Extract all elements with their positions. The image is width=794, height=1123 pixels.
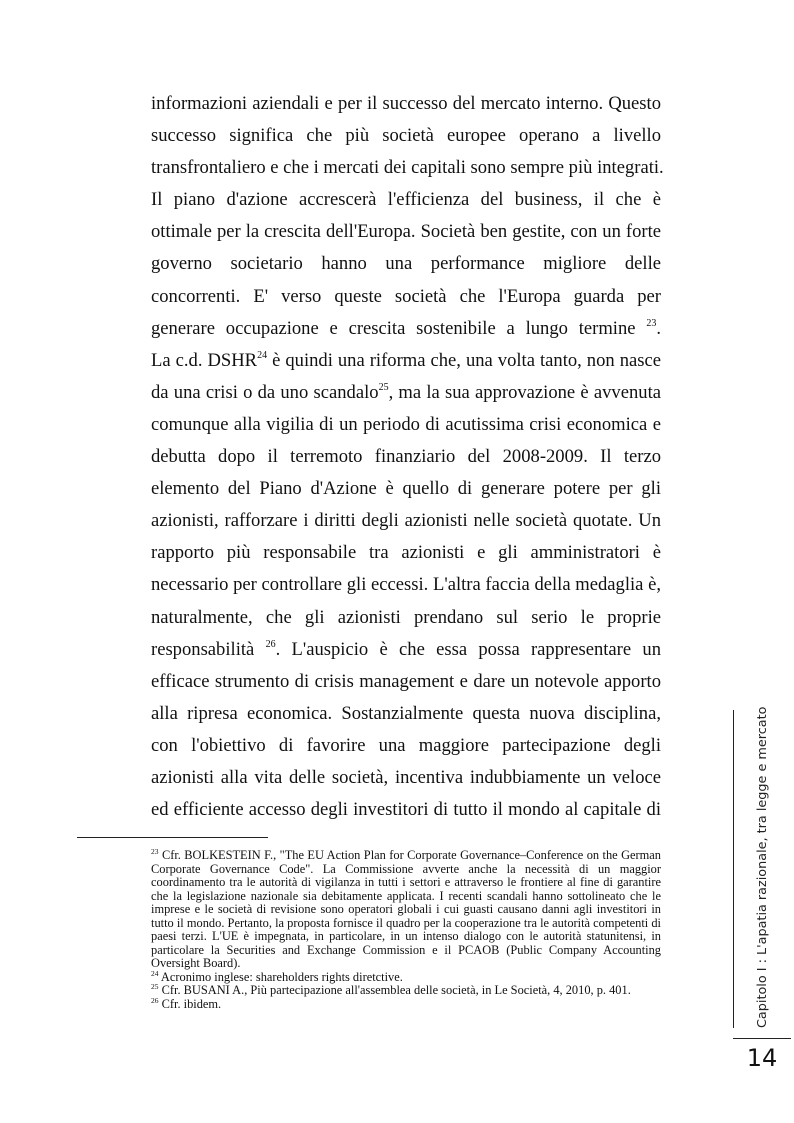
text-segment: . L'auspicio è che essa possa rappresentare un (275, 638, 661, 660)
footnote-number: 26 (151, 995, 159, 1005)
text-segment: da una crisi o da uno scandalo (151, 381, 379, 403)
chapter-sidebar (733, 706, 792, 1028)
text-segment: responsabilità (151, 638, 255, 660)
footnote-number: 23 (151, 847, 159, 856)
footnote-ref-25[interactable]: 25 (378, 381, 389, 393)
text-line: concorrenti. E' verso queste società che l'Europa guarda per (151, 285, 661, 307)
footnote-25 (151, 984, 661, 998)
footnote-24 (151, 968, 661, 985)
text-line: naturalmente, che gli azionisti prendano sul serio le proprie (151, 606, 661, 628)
footnote-text: Acronimo inglese: shareholders rights diretctive. (160, 969, 403, 984)
footnote-text: Cfr. BUSANI A., Più partecipazione all'assemblea delle società, in Le Società, 4, 2010, p. 401. (161, 983, 631, 997)
footnote-26 (151, 995, 661, 1012)
text-segment: La c.d. DSHR (151, 349, 258, 371)
text-line: comunque alla vigilia di un periodo di acutissima crisi economica e (151, 413, 661, 435)
page-number-rule (733, 1038, 791, 1039)
text-line: ed efficiente accesso degli investitori di tutto il mondo al capitale di (151, 799, 661, 821)
text-line: alla ripresa economica. Sostanzialmente questa nuova disciplina, (151, 702, 661, 724)
footnote-separator (77, 837, 268, 838)
text-line: successo significa che più società europee operano a livello (151, 125, 661, 147)
chapter-label: Capitolo I : L'apatia razionale, tra legge e mercato (755, 706, 770, 1028)
text-line (151, 634, 661, 666)
footnote-number: 25 (151, 982, 159, 991)
footnote-number: 24 (151, 968, 159, 978)
text-line (151, 377, 661, 409)
text-line (151, 313, 661, 345)
text-line: transfrontaliero e che i mercati dei capitali sono sempre più integrati. (151, 157, 664, 179)
text-line (151, 345, 661, 377)
text-line: rapporto più responsabile tra azionisti e gli amministratori è (151, 542, 661, 564)
text-line: efficace strumento di crisis management e dare un notevole apporto (151, 670, 661, 692)
text-line: con l'obiettivo di favorire una maggiore partecipazione degli (151, 734, 661, 756)
text-segment: . (656, 317, 661, 339)
body-text (151, 88, 664, 826)
text-line: azionisti alla vita delle società, incentiva indubbiamente un veloce (151, 766, 661, 788)
footnote-ref-23[interactable]: 23 (646, 317, 657, 329)
text-line: governo societario hanno una performance migliore delle (151, 253, 661, 275)
text-line: elemento del Piano d'Azione è quello di generare potere per gli (151, 478, 661, 500)
footnote-text: Cfr. ibidem. (161, 996, 222, 1011)
footnote-ref-26[interactable]: 26 (265, 638, 276, 650)
text-segment: , ma la sua approvazione è avvenuta (388, 381, 661, 403)
page-number: 14 (746, 1044, 778, 1072)
text-segment: generare occupazione e crescita sostenibile a lungo termine (151, 317, 636, 339)
text-line: necessario per controllare gli eccessi. L'altra faccia della medaglia è, (151, 574, 661, 596)
text-line: debutta dopo il terremoto finanziario del 2008-2009. Il terzo (151, 446, 661, 468)
footnote-text: Cfr. BOLKESTEIN F., "The EU Action Plan for Corporate Governance–Conference on the German Corporate Governance Code". La Commissione avverte anche la necessità di un maggior coordinamento tra le autorità di vigilanza in tutti i settori e attraverso le frontiere al fine di garantire che la legislazione nazionale sia debitamente applicata. I recenti scandali hanno sottolineato che le imprese e le società di revisione sono operatori globali i cui guasti causano danni agli investitori in tutto il mondo. Pertanto, la proposta fornisce il quadro per la cooperazione tra le autorità competenti di paesi terzi. L'UE è impegnata, in particolare, in un intenso dialogo con le autorità statunitensi, in particolare la Securities and Exchange Commission e il PCAOB (Public Company Accounting Oversight Board). (151, 848, 661, 970)
text-line: azionisti, rafforzare i diritti degli azionisti nelle società quotate. Un (151, 510, 661, 532)
footnote-ref-24[interactable]: 24 (257, 349, 268, 361)
text-line: ottimale per la crescita dell'Europa. Società ben gestite, con un forte (151, 221, 661, 243)
text-segment: è quindi una riforma che, una volta tanto, non nasce (267, 349, 662, 371)
footnotes (151, 849, 661, 1011)
footnote-23 (151, 849, 661, 971)
text-line: informazioni aziendali e per il successo del mercato interno. Questo (151, 93, 661, 114)
text-line: Il piano d'azione accrescerà l'efficienza del business, il che è (151, 189, 661, 211)
